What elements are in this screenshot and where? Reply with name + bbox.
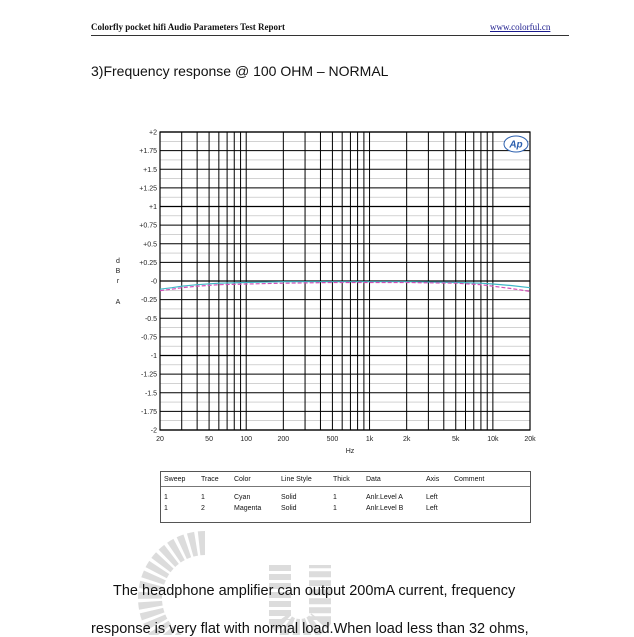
y-tick-label: -0.25 bbox=[141, 297, 157, 305]
legend-header-trace: Trace bbox=[201, 476, 219, 483]
y-tick-label: +1.75 bbox=[139, 148, 157, 156]
legend-row2-color: Magenta bbox=[234, 505, 262, 512]
report-header-title: Colorfly pocket hifi Audio Parameters Test Report bbox=[91, 22, 285, 32]
legend-row1-line-style: Solid bbox=[281, 494, 297, 501]
x-tick-label: 100 bbox=[240, 436, 253, 443]
report-header-url[interactable]: www.colorful.cn bbox=[490, 22, 551, 32]
y-tick-label: -2 bbox=[150, 427, 157, 435]
legend-row1-color: Cyan bbox=[234, 494, 251, 501]
y-axis-label-letter: B bbox=[115, 268, 121, 275]
x-tick-label: 1k bbox=[365, 436, 374, 443]
legend-header-comment: Comment bbox=[454, 476, 485, 483]
legend-header-rule bbox=[161, 486, 530, 487]
body-paragraph-line-2: response is very flat with normal load.When load less than 32 ohms, bbox=[91, 621, 529, 637]
y-axis-label-letter: d bbox=[116, 258, 120, 265]
x-axis-label: Hz bbox=[345, 448, 355, 455]
y-tick-label: -1.25 bbox=[141, 371, 157, 379]
legend-row2-trace: 2 bbox=[201, 505, 205, 512]
chart-legend-table bbox=[160, 471, 531, 523]
legend-row2-axis: Left bbox=[426, 505, 438, 512]
legend-header-sweep: Sweep bbox=[164, 476, 186, 483]
legend-row1-axis: Left bbox=[426, 494, 438, 501]
ap-logo-text: Ap bbox=[509, 139, 523, 151]
legend-row2-sweep: 1 bbox=[164, 505, 168, 512]
y-tick-label: +1.5 bbox=[143, 166, 157, 174]
body-paragraph-line-1: The headphone amplifier can output 200mA current, frequency bbox=[113, 583, 516, 599]
x-tick-label: 20 bbox=[156, 436, 164, 443]
legend-header-line-style: Line Style bbox=[281, 476, 312, 483]
y-tick-label: -0 bbox=[150, 278, 157, 286]
legend-row1-sweep: 1 bbox=[164, 494, 168, 501]
y-axis-label-letter: A bbox=[115, 299, 121, 306]
legend-row1-data: Anlr.Level A bbox=[366, 494, 403, 501]
x-tick-label: 50 bbox=[205, 436, 213, 443]
legend-row2-thick: 1 bbox=[333, 505, 337, 512]
x-tick-label: 20k bbox=[524, 436, 536, 443]
y-tick-label: +0.25 bbox=[139, 259, 157, 267]
y-tick-label: -1 bbox=[150, 353, 157, 360]
y-tick-label: -1.5 bbox=[144, 390, 157, 398]
y-tick-label: -1.75 bbox=[141, 408, 157, 416]
legend-header-data: Data bbox=[366, 476, 381, 483]
x-tick-label: 2k bbox=[402, 436, 411, 443]
legend-row2-line-style: Solid bbox=[281, 505, 297, 512]
x-tick-label: 500 bbox=[326, 436, 339, 443]
y-tick-label: +2 bbox=[149, 129, 157, 137]
y-tick-label: -0.5 bbox=[144, 315, 157, 323]
colorful-watermark-logo bbox=[110, 525, 340, 635]
legend-header-color: Color bbox=[234, 476, 251, 483]
y-tick-label: +1.25 bbox=[139, 185, 157, 193]
y-tick-label: +0.5 bbox=[143, 241, 157, 249]
x-tick-label: 10k bbox=[487, 436, 499, 443]
y-tick-label: +1 bbox=[149, 204, 157, 211]
legend-header-thick: Thick bbox=[333, 476, 350, 483]
legend-row1-trace: 1 bbox=[201, 494, 205, 501]
section-title: 3)Frequency response @ 100 OHM – NORMAL bbox=[91, 63, 389, 79]
legend-header-axis: Axis bbox=[426, 476, 440, 483]
x-tick-label: 200 bbox=[277, 436, 290, 443]
y-tick-label: -0.75 bbox=[141, 334, 157, 342]
y-axis-label-letter: r bbox=[116, 278, 120, 285]
x-tick-label: 5k bbox=[452, 436, 460, 443]
y-tick-label: +0.75 bbox=[139, 222, 157, 230]
legend-row1-thick: 1 bbox=[333, 494, 337, 501]
legend-row2-data: Anlr.Level B bbox=[366, 505, 404, 512]
